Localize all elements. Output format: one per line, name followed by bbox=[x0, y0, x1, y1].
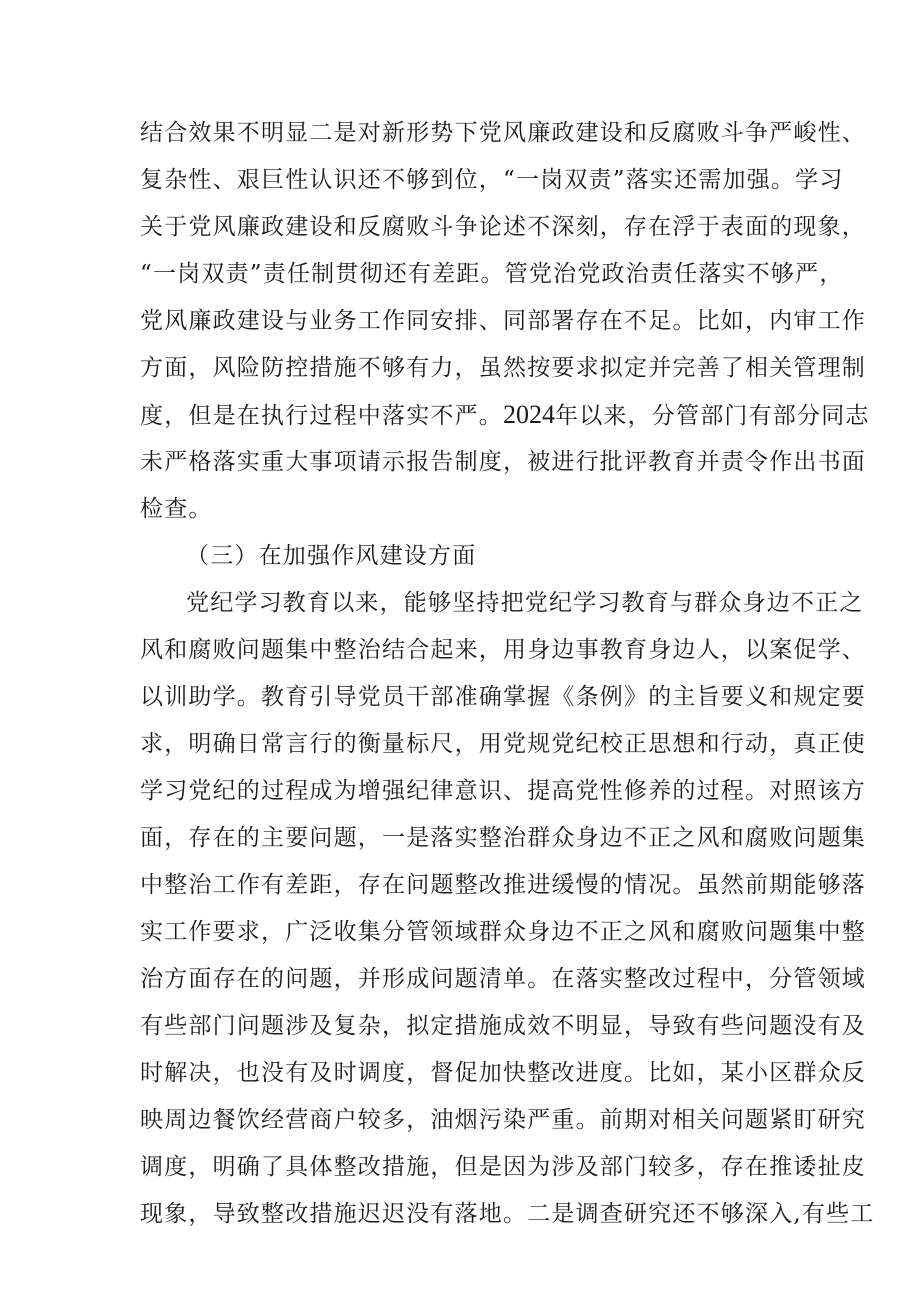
text-line-with-year bbox=[140, 400, 870, 430]
text-line: 关于党风廉政建设和反腐败斗争论述不深刻，存在浮于表面的现象， bbox=[140, 214, 866, 240]
text-line: 求，明确日常言行的衡量标尺，用党规党纪校正思想和行动，真正使 bbox=[140, 731, 866, 757]
section-heading: （三）在加强作风建设方面 bbox=[186, 543, 477, 569]
text-segment: 度，但是在执行过程中落实不严。 bbox=[140, 403, 503, 429]
text-line: 以训助学。教育引导党员干部准确掌握《条例》的主旨要义和规定要 bbox=[140, 684, 866, 710]
text-line: 时解决，也没有及时调度，督促加快整改进度。比如，某小区群众反 bbox=[140, 1060, 866, 1086]
text-line: “一岗双责”责任制贯彻还有差距。管党治党政治责任落实不够严， bbox=[140, 261, 844, 287]
text-line: 党风廉政建设与业务工作同安排、同部署存在不足。比如，内审工作 bbox=[140, 308, 866, 334]
text-line: 方面，风险防控措施不够有力，虽然按要求拟定并完善了相关管理制 bbox=[140, 355, 866, 381]
text-line: 检查。 bbox=[140, 496, 213, 522]
year-number: 2024 bbox=[503, 400, 555, 429]
text-line: 实工作要求，广泛收集分管领域群众身边不正之风和腐败问题集中整 bbox=[140, 919, 866, 945]
text-segment: 年以来，分管部门有部分同志 bbox=[555, 403, 870, 429]
text-line: 风和腐败问题集中整治结合起来，用身边事教育身边人，以案促学、 bbox=[140, 637, 866, 663]
text-line: 结合效果不明显二是对新形势下党风廉政建设和反腐败斗争严峻性、 bbox=[140, 120, 866, 146]
text-line: 未严格落实重大事项请示报告制度，被进行批评教育并责令作出书面 bbox=[140, 449, 866, 475]
text-line: 学习党纪的过程成为增强纪律意识、提高党性修养的过程。对照该方 bbox=[140, 778, 866, 804]
text-line: 有些部门问题涉及复杂，拟定措施成效不明显，导致有些问题没有及 bbox=[140, 1013, 866, 1039]
text-line: 现象，导致整改措施迟迟没有落地。二是调查研究还不够深入,有些工 bbox=[140, 1201, 875, 1227]
text-line: 治方面存在的问题，并形成问题清单。在落实整改过程中，分管领域 bbox=[140, 966, 866, 992]
text-line: 面，存在的主要问题，一是落实整治群众身边不正之风和腐败问题集 bbox=[140, 825, 866, 851]
text-line: 调度，明确了具体整改措施，但是因为涉及部门较多，存在推诿扯皮 bbox=[140, 1154, 866, 1180]
text-line: 复杂性、艰巨性认识还不够到位，“一岗双责”落实还需加强。学习 bbox=[140, 167, 844, 193]
text-line: 中整治工作有差距，存在问题整改推进缓慢的情况。虽然前期能够落 bbox=[140, 872, 866, 898]
text-line: 党纪学习教育以来，能够坚持把党纪学习教育与群众身边不正之 bbox=[186, 590, 864, 616]
text-line: 映周边餐饮经营商户较多，油烟污染严重。前期对相关问题紧盯研究 bbox=[140, 1107, 866, 1133]
